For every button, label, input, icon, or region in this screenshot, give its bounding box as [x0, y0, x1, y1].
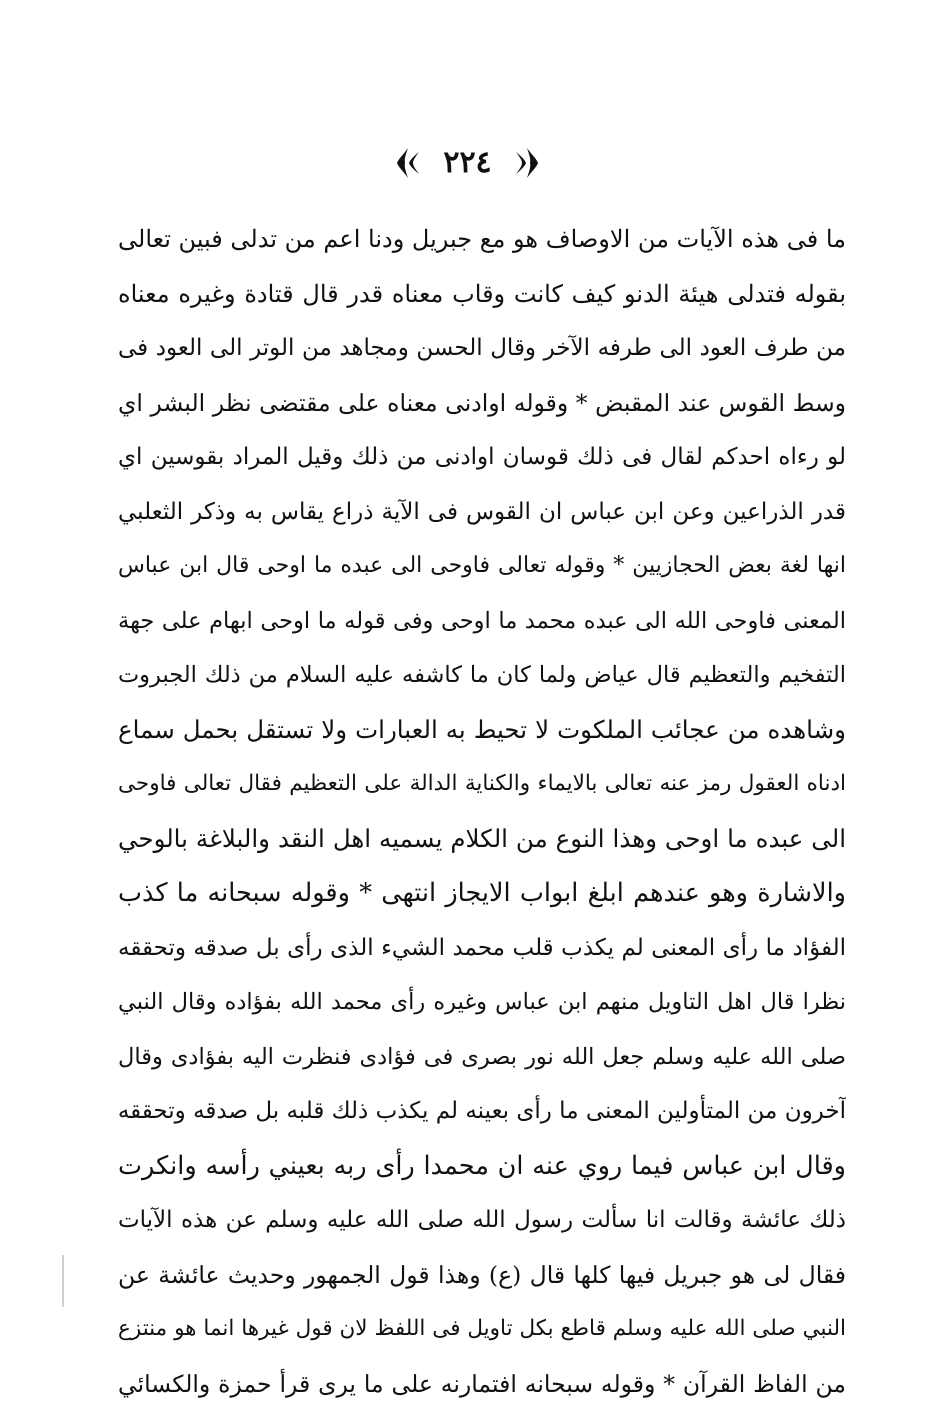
text-line: ادناه العقول رمز عنه تعالى بالايماء والكناية الدالة على التعظيم فقال تعالى فاوحى — [118, 757, 846, 812]
text-line: لو رءاه احدكم لقال فى ذلك قوسان اوادنى من ذلك وقيل المراد بقوسين اي — [118, 430, 846, 485]
text-line: انها لغة بعض الحجازيين * وقوله تعالى فاوحى الى عبده ما اوحى قال ابن عباس — [118, 539, 846, 594]
ornament-right-icon — [514, 146, 540, 180]
text-line: التفخيم والتعظيم قال عياض ولما كان ما كاشفه عليه السلام من ذلك الجبروت — [118, 648, 846, 703]
ornament-left-icon — [395, 146, 421, 180]
text-line: ذلك عائشة وقالت انا سألت رسول الله صلى الله عليه وسلم عن هذه الآيات — [118, 1193, 846, 1248]
text-line: من الفاظ القرآن * وقوله سبحانه افتمارنه على ما يرى قرأ حمزة والكسائي — [118, 1357, 846, 1411]
text-line: قدر الذراعين وعن ابن عباس ان القوس فى الآية ذراع يقاس به وذكر الثعلبي — [118, 485, 846, 540]
text-line: وسط القوس عند المقبض * وقوله اوادنى معناه على مقتضى نظر البشر اي — [118, 376, 846, 431]
text-line: الى عبده ما اوحى وهذا النوع من الكلام يسميه اهل النقد والبلاغة بالوحي — [118, 812, 846, 867]
text-line: الفؤاد ما رأى المعنى لم يكذب قلب محمد الشيء الذى رأى بل صدقه وتحققه — [118, 921, 846, 976]
text-line: فقال لى هو جبريل فيها كلها قال (ع) وهذا قول الجمهور وحديث عائشة عن — [118, 1248, 846, 1303]
text-line: وشاهده من عجائب الملكوت لا تحيط به العبارات ولا تستقل بحمل سماع — [118, 703, 846, 758]
text-line: ما فى هذه الآيات من الاوصاف هو مع جبريل ودنا اعم من تدلى فبين تعالى — [118, 212, 846, 267]
text-line: النبي صلى الله عليه وسلم قاطع بكل تاويل فى اللفظ لان قول غيرها انما هو منتزع — [118, 1302, 846, 1357]
text-line: بقوله فتدلى هيئة الدنو كيف كانت وقاب معناه قدر قال قتادة وغيره معناه — [118, 267, 846, 322]
text-line: وقال ابن عباس فيما روي عنه ان محمدا رأى ربه بعيني رأسه وانكرت — [118, 1139, 846, 1194]
text-line: آخرون من المتأولين المعنى ما رأى بعينه لم يكذب ذلك قلبه بل صدقه وتحققه — [118, 1084, 846, 1139]
text-line: نظرا قال اهل التاويل منهم ابن عباس وغيره رأى محمد الله بفؤاده وقال النبي — [118, 975, 846, 1030]
margin-mark — [62, 1255, 64, 1307]
text-line: المعنى فاوحى الله الى عبده محمد ما اوحى وفى قوله ما اوحى ابهام على جهة — [118, 594, 846, 649]
text-line: من طرف العود الى طرفه الآخر وقال الحسن ومجاهد من الوتر الى العود فى — [118, 321, 846, 376]
page-number: ٢٢٤ — [443, 148, 491, 178]
page-header — [0, 138, 935, 188]
body-text — [118, 212, 846, 1411]
text-line: والاشارة وهو عندهم ابلغ ابواب الايجاز انتهى * وقوله سبحانه ما كذب — [118, 866, 846, 921]
text-line: صلى الله عليه وسلم جعل الله نور بصرى فى فؤادى فنظرت اليه بفؤادى وقال — [118, 1030, 846, 1085]
